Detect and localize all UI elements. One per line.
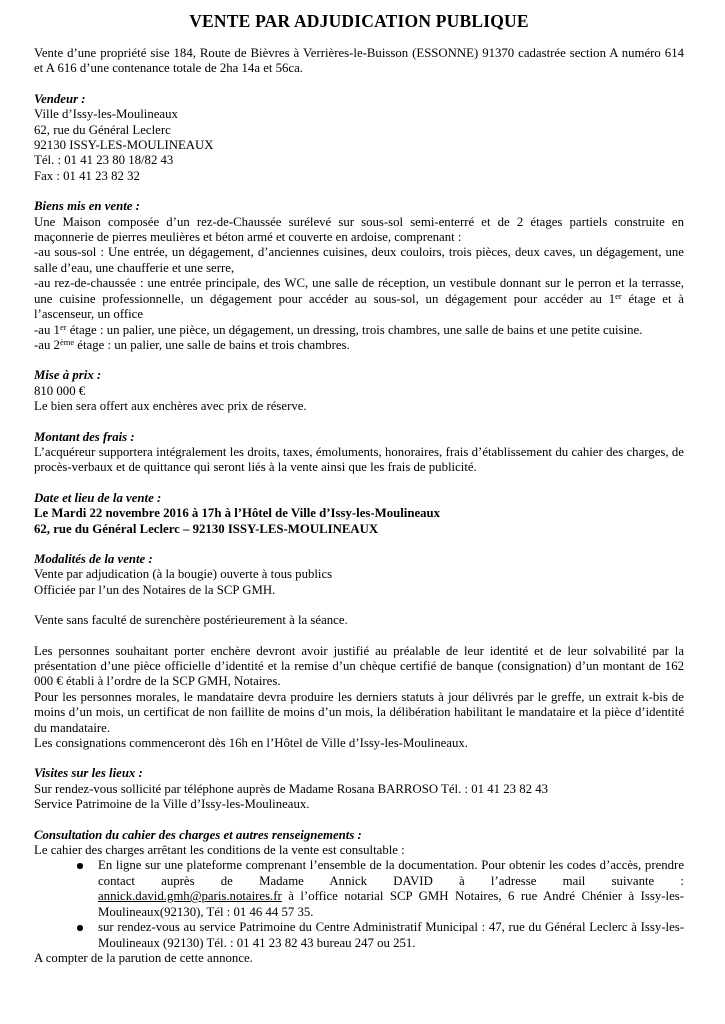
biens-etage1-text: étage : un palier, une pièce, un dégagement, un dressing, trois chambres, une salle de bains et une petite cuisine. <box>66 322 643 337</box>
mise-a-prix-amount: 810 000 € <box>34 383 86 398</box>
mise-a-prix-note: Le bien sera offert aux enchères avec prix de réserve. <box>34 399 307 414</box>
list-item <box>98 920 684 951</box>
surenchere-section <box>34 613 684 628</box>
conditions-section <box>34 644 684 752</box>
sale-date: Le Mardi 22 novembre 2016 à 17h à l’Hôtel de Ville d’Issy-les-Moulineaux <box>34 506 441 521</box>
personnes-morales-text: Pour les personnes morales, le mandataire devra produire les derniers statuts à jour délivrés par le greffe, un extrait k-bis de moins d’un mois, un certificat de non faillite de moins d’un mois, la délibération habilitant le mandataire et la pièce d’identité du mandataire. <box>34 689 684 735</box>
vendeur-line: 92130 ISSY-LES-MOULINEAUX <box>34 138 214 153</box>
consultation-heading: Consultation du cahier des charges et autres renseignements : <box>34 827 362 842</box>
biens-section <box>34 199 684 353</box>
consultation-intro: Le cahier des charges arrêtant les conditions de la vente est consultable : <box>34 843 405 858</box>
visites-heading: Visites sur les lieux : <box>34 766 143 781</box>
mise-a-prix-heading: Mise à prix : <box>34 368 102 383</box>
consultation-list <box>34 858 684 950</box>
vendeur-line: 62, rue du Général Leclerc <box>34 122 171 137</box>
vendeur-phone: Tél. : 01 41 23 80 18/82 43 <box>34 153 174 168</box>
biens-etage2-prefix: -au 2 <box>34 337 60 352</box>
consultation-footer: A compter de la parution de cette annonce. <box>34 950 253 965</box>
biens-description: Une Maison composée d’un rez-de-Chaussée surélevé sur sous-sol semi-enterré et de 2 étages partiels construite en maçonnerie de pierres meulières et béton armé et couverte en ardoise, comprenant : <box>34 214 684 245</box>
biens-rdc-text: -au rez-de-chaussée : une entrée principale, des WC, une salle de réception, un vestibule donnant sur le perron et la terrasse, une cuisine professionnelle, un dégagement pour accéder au sous-sol, un dégagement pour accéder au 1 <box>34 276 684 306</box>
list-item <box>98 858 684 920</box>
document-title: VENTE PAR ADJUDICATION PUBLIQUE <box>189 11 529 31</box>
visites-section <box>34 766 684 812</box>
biens-etage2-text: étage : un palier, une salle de bains et trois chambres. <box>74 337 350 352</box>
frais-heading: Montant des frais : <box>34 429 135 444</box>
consignations-text: Les consignations commenceront dès 16h en l’Hôtel de Ville d’Issy-les-Moulineaux. <box>34 736 468 751</box>
mise-a-prix-section <box>34 368 684 414</box>
bullet2-text: sur rendez-vous au service Patrimoine du Centre Administratif Municipal : 47, rue du Général Leclerc à Issy-les-Moulineaux (92130) Tél. : 01 41 23 82 43 bureau 247 ou 251. <box>98 920 684 950</box>
modalites-line: Vente par adjudication (à la bougie) ouverte à tous publics <box>34 567 333 582</box>
modalites-line: Officiée par l’un des Notaires de la SCP GMH. <box>34 582 276 597</box>
vendeur-heading: Vendeur : <box>34 91 86 106</box>
conditions-text: Les personnes souhaitant porter enchère devront avoir justifié au préalable de leur identité et de leur solvabilité par la présentation d’une pièce officielle d’identité et la remise d’un chèque certifié de banque (consignation) d’un montant de 162 000 € établi à l’ordre de la SCP GMH, Notaires. <box>34 643 684 689</box>
visites-line: Service Patrimoine de la Ville d’Issy-les-Moulineaux. <box>34 797 310 812</box>
biens-deuxieme-etage <box>34 338 684 353</box>
email-link[interactable]: annick.david.gmh@paris.notaires.fr <box>98 889 282 904</box>
surenchere-text: Vente sans faculté de surenchère postérieurement à la séance. <box>34 613 348 628</box>
visites-line: Sur rendez-vous sollicité par téléphone auprès de Madame Rosana BARROSO Tél. : 01 41 23 82 43 <box>34 781 549 796</box>
superscript: ème <box>59 336 75 347</box>
biens-sous-sol: -au sous-sol : Une entrée, un dégagement, d’anciennes cuisines, deux couloirs, trois pièces, deux caves, un dégagement, une salle d’eau, une chaufferie et une serre, <box>34 245 684 275</box>
document-page <box>34 10 684 966</box>
modalites-section <box>34 552 684 598</box>
consultation-section <box>34 828 684 967</box>
sale-address: 62, rue du Général Leclerc – 92130 ISSY-LES-MOULINEAUX <box>34 521 379 536</box>
biens-premier-etage <box>34 323 684 338</box>
bullet1-text-end: à l’office notarial SCP GMH Notaires, 6 rue André Chénier à Issy-les-Moulineaux(92130), Tél : 01 46 44 57 35. <box>98 889 684 919</box>
biens-rdc-text-end: étage et à l’ascenseur, un office <box>34 291 684 322</box>
biens-heading: Biens mis en vente : <box>34 199 140 214</box>
date-lieu-heading: Date et lieu de la vente : <box>34 490 162 505</box>
biens-etage1-prefix: -au 1 <box>34 322 60 337</box>
frais-text: L’acquéreur supportera intégralement les droits, taxes, émoluments, honoraires, frais d’établissement du cahier des charges, de procès-verbaux et de quittance qui seront liés à la vente ainsi que les frais de publicité. <box>34 444 684 475</box>
biens-rez-de-chaussee <box>34 276 684 322</box>
bullet1-text: En ligne sur une plateforme comprenant l’ensemble de la documentation. Pour obtenir les codes d’accès, prendre contact auprès de Madame Annick DAVID à l’adresse mail suivante : <box>98 858 684 888</box>
vendeur-line: Ville d’Issy-les-Moulineaux <box>34 107 178 122</box>
intro-paragraph: Vente d’une propriété sise 184, Route de Bièvres à Verrières-le-Buisson (ESSONNE) 91370 cadastrée section A numéro 614 et A 616 d’une contenance totale de 2ha 14a et 56ca. <box>34 46 684 76</box>
superscript: er <box>59 321 67 332</box>
superscript: er <box>615 290 622 301</box>
date-lieu-section <box>34 491 684 537</box>
frais-section <box>34 430 684 476</box>
vendeur-fax: Fax : 01 41 23 82 32 <box>34 168 140 183</box>
modalites-heading: Modalités de la vente : <box>34 551 153 566</box>
vendeur-section <box>34 92 684 184</box>
